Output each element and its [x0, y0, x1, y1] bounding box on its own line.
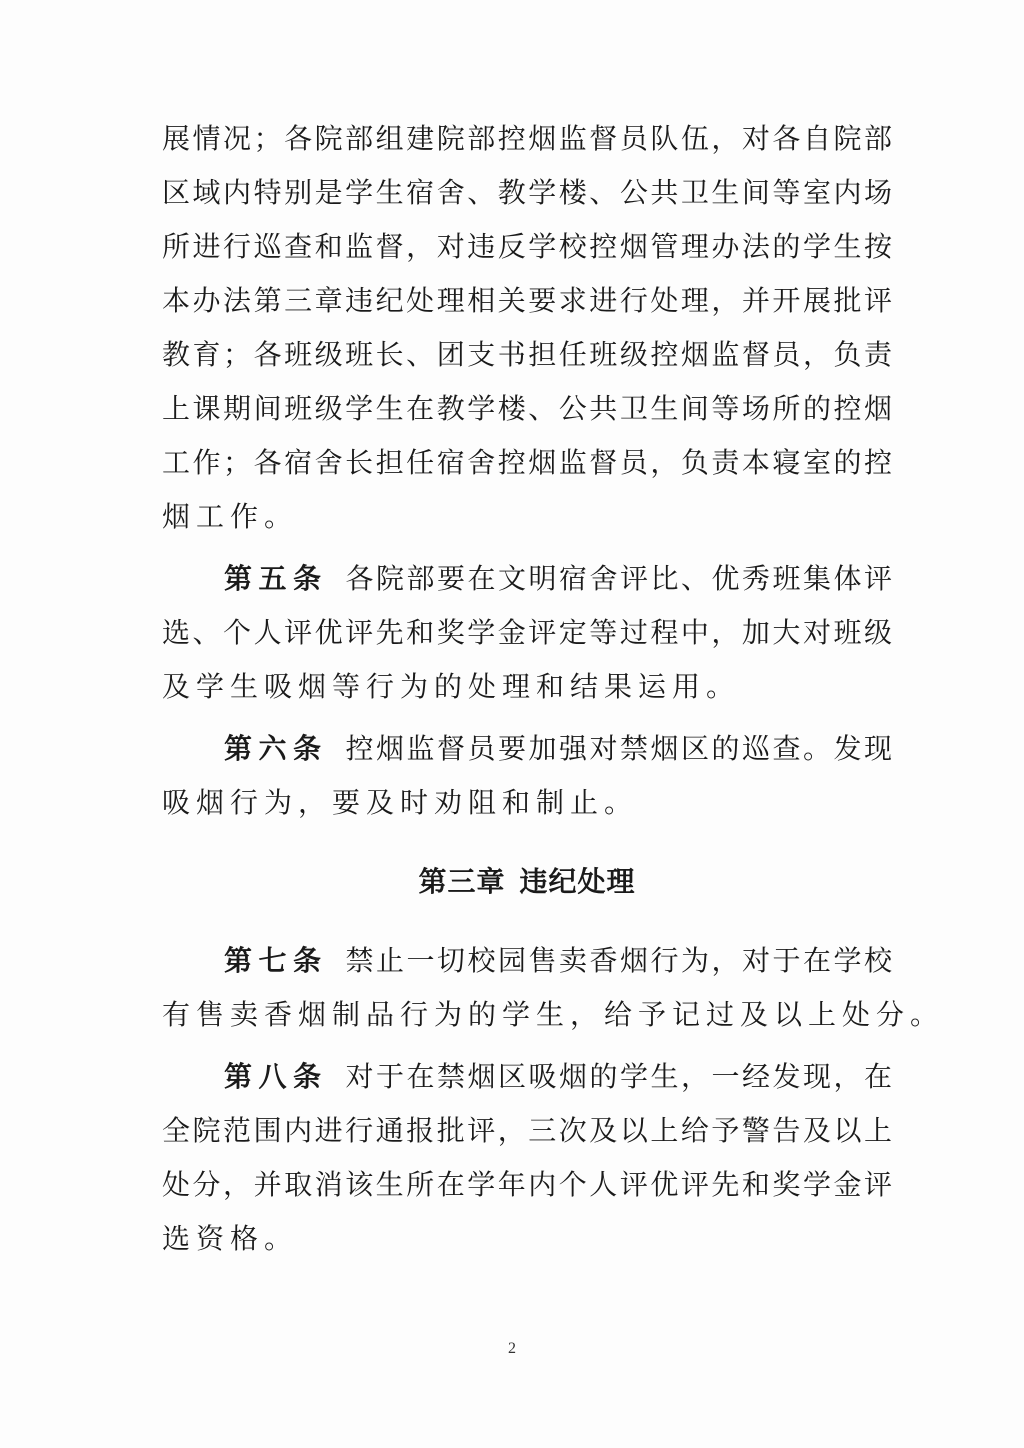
- text-line: 本办法第三章违纪处理相关要求进行处理，并开展批评: [162, 284, 892, 317]
- text-line: 吸烟行为，要及时劝阻和制止。: [162, 786, 639, 819]
- text-line: 全院范围内进行通报批评，三次及以上给予警告及以上: [162, 1114, 892, 1147]
- article-heading: 第五条: [224, 562, 328, 595]
- text-line: 上课期间班级学生在教学楼、公共卫生间等场所的控烟: [162, 392, 892, 425]
- text-line: 烟工作。: [162, 500, 299, 533]
- article-heading: 第七条: [224, 944, 328, 977]
- text-line: 选、个人评优评先和奖学金评定等过程中，加大对班级: [162, 616, 892, 649]
- article-7: [162, 934, 945, 1042]
- article-5: [162, 552, 892, 714]
- article-heading: 第六条: [224, 732, 328, 765]
- text-line: 所进行巡查和监督，对违反学校控烟管理办法的学生按: [162, 230, 892, 263]
- text-line: 及学生吸烟等行为的处理和结果运用。: [162, 670, 741, 703]
- text-line: 选资格。: [162, 1222, 299, 1255]
- text-line: [162, 552, 892, 606]
- paragraph-article4-continued: [162, 112, 892, 544]
- article-text: 禁止一切校园售卖香烟行为，对于在学校: [345, 944, 892, 977]
- chapter-heading: [162, 852, 892, 912]
- article-8: [162, 1050, 892, 1266]
- chapter-number: 第三章: [418, 865, 506, 898]
- document-body: [162, 112, 945, 1266]
- article-6: [162, 722, 892, 830]
- article-heading: 第八条: [224, 1060, 328, 1093]
- text-line: [162, 1050, 892, 1104]
- text-line: 教育；各班级班长、团支书担任班级控烟监督员，负责: [162, 338, 892, 371]
- article-text: 对于在禁烟区吸烟的学生，一经发现，在: [345, 1060, 892, 1093]
- text-line: [162, 722, 892, 776]
- article-text: 控烟监督员要加强对禁烟区的巡查。发现: [345, 732, 892, 765]
- text-line: 区域内特别是学生宿舍、教学楼、公共卫生间等室内场: [162, 176, 892, 209]
- text-line: 有售卖香烟制品行为的学生，给予记过及以上处分。: [162, 998, 945, 1031]
- text-line: 展情况；各院部组建院部控烟监督员队伍，对各自院部: [162, 122, 892, 155]
- text-line: [162, 934, 892, 988]
- page-number: 2: [508, 1340, 516, 1357]
- article-text: 各院部要在文明宿舍评比、优秀班集体评: [345, 562, 892, 595]
- chapter-title-text: 违纪处理: [519, 865, 636, 898]
- text-line: 处分，并取消该生所在学年内个人评优评先和奖学金评: [162, 1168, 892, 1201]
- text-line: 工作；各宿舍长担任宿舍控烟监督员，负责本寝室的控: [162, 446, 892, 479]
